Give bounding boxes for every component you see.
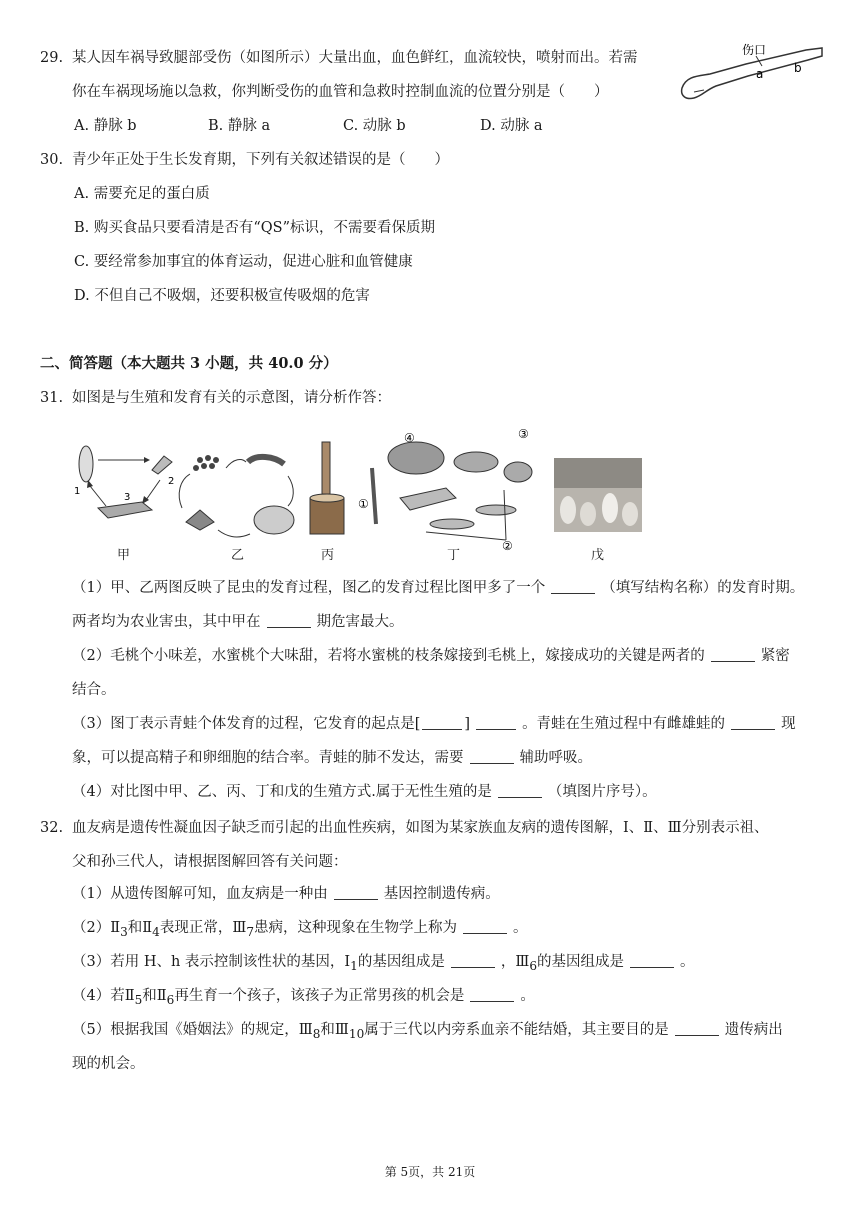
answer-blank[interactable] [675,1021,719,1036]
cycle-number-3: 3 [124,492,131,503]
q32-part3: （3）若用 H、h 表示控制该性状的基因，$Ⅰ_1$的基因组成是 ，$Ⅲ_6$的基因组成是 。 [72,954,695,973]
answer-blank[interactable] [470,749,514,764]
q29-stem-line1: 某人因车祸导致腿部受伤（如图所示）大量出血，血色鲜红，血流较快，喷射而出。若需 [72,50,638,66]
cycle-number-2: 2 [168,476,175,487]
q31-part1-line1: （1）甲、乙两图反映了昆虫的发育过程，图乙的发育过程比图甲多了一个 （填写结构名称）的发育时期。 [72,580,805,596]
answer-blank[interactable] [470,987,514,1002]
q30-option-b: B. 购买食品只要看清是否有“QS”标识，不需要看保质期 [74,220,436,236]
q30-number: 30. [40,152,64,168]
figure-label-bing: 丙 [321,548,335,563]
figure-label-wu: 戊 [591,548,605,563]
q32-stem-line2: 父和孙三代人，请根据图解回答有关问题： [72,854,348,870]
leg-wound-figure [676,40,826,104]
q30-option-d: D. 不但自己不吸烟，还要积极宣传吸烟的危害 [74,288,370,304]
answer-blank[interactable] [731,715,775,730]
q29-option-b: B. 静脉 a [208,118,271,134]
figure-label-ding: 丁 [447,548,461,563]
q31-part3-line2: 象，可以提高精子和卵细胞的结合率。青蛙的肺不发达，需要 辅助呼吸。 [72,750,592,766]
q30-stem: 青少年正处于生长发育期，下列有关叙述错误的是（ ） [72,152,449,168]
answer-blank[interactable] [498,783,542,798]
cycle-number-1: 1 [74,486,81,497]
q29-stem-line2: 你在车祸现场施以急救，你判断受伤的血管和急救时控制血流的位置分别是（ ） [72,84,609,100]
figure-label-yi: 乙 [231,548,245,563]
q30-option-a: A. 需要充足的蛋白质 [74,186,210,202]
frog-number-3: ③ [518,428,529,441]
q30-option-c: C. 要经常参加事宜的体育运动，促进心脏和血管健康 [74,254,413,270]
section-heading: 二、简答题（本大题共 3 小题，共 40.0 分） [40,355,338,372]
q32-part5-line1: （5）根据我国《婚姻法》的规定，$Ⅲ_8$和$Ⅲ_{10}$属于三代以内旁系血亲不能结婚，其主要目的是 遗传病出 [72,1022,783,1041]
answer-blank[interactable] [551,579,595,594]
frog-number-1: ① [358,497,369,511]
q32-part4: （4）若$Ⅱ_5$和$Ⅱ_6$再生育一个孩子，该孩子为正常男孩的机会是 。 [72,988,535,1007]
point-b-label: b [794,61,802,75]
q32-number: 32. [40,820,64,836]
q31-part2-line2: 结合。 [72,682,116,698]
figure-jia-grasshopper-cycle [72,440,182,532]
answer-blank[interactable] [630,953,674,968]
answer-blank[interactable] [463,919,507,934]
frog-number-2: ② [502,539,513,552]
figure-label-jia: 甲 [117,548,131,563]
figure-yi-silkworm-cycle [170,448,300,544]
answer-blank[interactable] [267,613,311,628]
q32-part2: $(2)Ⅱ_3$和$Ⅱ_4$表现正常，$Ⅲ_7$患病，这种现象在生物学上称为 。 [72,920,528,939]
q31-part2-line1: （2）毛桃个小味差，水蜜桃个大味甜，若将水蜜桃的枝条嫁接到毛桃上，嫁接成功的关键是两者的 紧密 [72,648,790,664]
q31-number: 31. [40,390,64,406]
q31-stem: 如图是与生殖和发育有关的示意图，请分析作答： [72,390,391,406]
wound-label: 伤口 [742,43,767,57]
figure-bing-grafting [304,440,350,536]
q32-stem-line1: 血友病是遗传性凝血因子缺乏而引起的出血性疾病，如图为某家族血友病的遗传图解，Ⅰ、Ⅱ、Ⅲ分别表示祖、 [72,820,769,836]
answer-blank[interactable] [476,715,516,730]
answer-blank[interactable] [334,885,378,900]
q31-part3-line1: （3）图丁表示青蛙个体发育的过程，它发育的起点是[ ] 。青蛙在生殖过程中有雌雄蛙的 现 [72,716,796,732]
q29-option-a: A. 静脉 b [74,118,137,134]
figure-ding-frog-development [356,428,552,552]
q32-part1: （1）从遗传图解可知，血友病是一种由 基因控制遗传病。 [72,886,500,902]
frog-number-4: ④ [404,431,415,445]
answer-blank[interactable] [451,953,495,968]
figure-wu-photo [554,458,642,532]
answer-blank[interactable] [422,715,462,730]
q32-part5-line2: 现的机会。 [72,1056,145,1072]
q31-part4: （4）对比图中甲、乙、丙、丁和戊的生殖方式.属于无性生殖的是 （填图片序号）。 [72,784,657,800]
q29-number: 29. [40,50,64,66]
answer-blank[interactable] [711,647,755,662]
q31-part1-line2: 两者均为农业害虫，其中甲在 期危害最大。 [72,614,404,630]
q29-option-c: C. 动脉 b [343,118,406,134]
q29-option-d: D. 动脉 a [480,118,543,134]
point-a-label: a [756,67,764,81]
page-footer: 第 5页，共 21页 [384,1165,476,1179]
